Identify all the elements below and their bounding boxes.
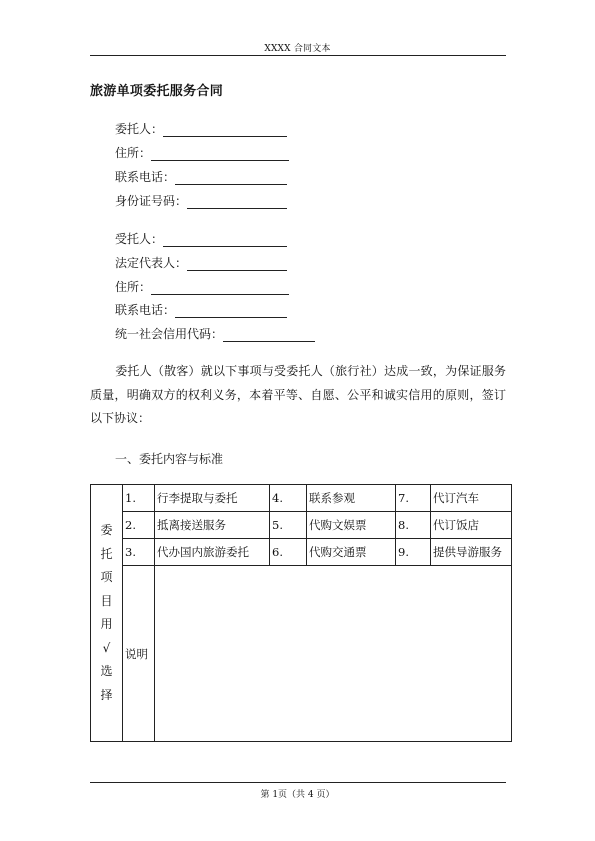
service-option[interactable]: 代办国内旅游委托 bbox=[155, 539, 270, 566]
service-option[interactable]: 代订汽车 bbox=[431, 485, 512, 512]
principal-name-label: 委托人： bbox=[115, 122, 164, 136]
table-row bbox=[91, 539, 512, 566]
principal-phone-field bbox=[115, 169, 287, 185]
agent-phone-blank[interactable] bbox=[175, 304, 287, 318]
agent-name-field bbox=[115, 231, 287, 247]
service-option[interactable]: 联系参观 bbox=[307, 485, 396, 512]
item-number: 2. bbox=[123, 512, 155, 539]
service-option[interactable]: 代购交通票 bbox=[307, 539, 396, 566]
agent-address-field bbox=[115, 279, 289, 295]
page-footer: 第 1页（共 4 页） bbox=[260, 790, 335, 800]
table-row bbox=[91, 485, 512, 512]
item-number: 3. bbox=[123, 539, 155, 566]
document-title: 旅游单项委托服务合同 bbox=[90, 84, 224, 99]
agent-phone-label: 联系电话： bbox=[115, 303, 176, 317]
agent-phone-field bbox=[115, 302, 287, 318]
intro-paragraph bbox=[90, 360, 506, 431]
notes-row bbox=[91, 566, 512, 742]
service-option[interactable]: 代购文娱票 bbox=[307, 512, 396, 539]
principal-phone-label: 联系电话： bbox=[115, 170, 176, 184]
principal-address-blank[interactable] bbox=[151, 147, 289, 161]
service-option[interactable]: 代订饭店 bbox=[431, 512, 512, 539]
agent-address-blank[interactable] bbox=[151, 281, 289, 295]
principal-address-field bbox=[115, 145, 289, 161]
principal-id-field bbox=[115, 193, 287, 209]
agent-rep-field bbox=[115, 255, 287, 271]
service-option[interactable]: 行李提取与委托 bbox=[155, 485, 270, 512]
section-heading-1: 一、委托内容与标准 bbox=[115, 452, 224, 466]
side-label: 委 托 项 目 用 √ 选 择 bbox=[91, 485, 123, 742]
agent-credit-label: 统一社会信用代码： bbox=[115, 327, 224, 341]
item-number: 8. bbox=[396, 512, 431, 539]
agent-credit-field bbox=[115, 326, 315, 342]
agent-name-blank[interactable] bbox=[163, 233, 287, 247]
principal-address-label: 住所： bbox=[115, 146, 152, 160]
table-row bbox=[91, 512, 512, 539]
service-selection-table bbox=[90, 484, 512, 742]
page-header: XXXX 合同文本 bbox=[264, 44, 331, 54]
notes-area[interactable] bbox=[155, 566, 512, 742]
footer-divider bbox=[90, 782, 506, 783]
item-number: 4. bbox=[270, 485, 307, 512]
agent-rep-label: 法定代表人： bbox=[115, 256, 188, 270]
intro-text: 委托人（散客）就以下事项与受委托人（旅行社）达成一致，为保证服务质量，明确双方的权利义务，本着平等、自愿、公平和诚实信用的原则，签订以下协议： bbox=[90, 364, 506, 425]
header-divider bbox=[90, 55, 506, 56]
notes-label: 说明 bbox=[123, 566, 155, 742]
service-option[interactable]: 提供导游服务 bbox=[431, 539, 512, 566]
agent-rep-blank[interactable] bbox=[187, 257, 287, 271]
item-number: 9. bbox=[396, 539, 431, 566]
principal-name-field bbox=[115, 121, 287, 137]
item-number: 7. bbox=[396, 485, 431, 512]
item-number: 5. bbox=[270, 512, 307, 539]
agent-address-label: 住所： bbox=[115, 280, 152, 294]
principal-phone-blank[interactable] bbox=[175, 171, 287, 185]
agent-name-label: 受托人： bbox=[115, 232, 164, 246]
item-number: 6. bbox=[270, 539, 307, 566]
agent-credit-blank[interactable] bbox=[223, 328, 315, 342]
item-number: 1. bbox=[123, 485, 155, 512]
principal-name-blank[interactable] bbox=[163, 123, 287, 137]
principal-id-label: 身份证号码： bbox=[115, 194, 188, 208]
principal-id-blank[interactable] bbox=[187, 195, 287, 209]
service-option[interactable]: 抵离接送服务 bbox=[155, 512, 270, 539]
